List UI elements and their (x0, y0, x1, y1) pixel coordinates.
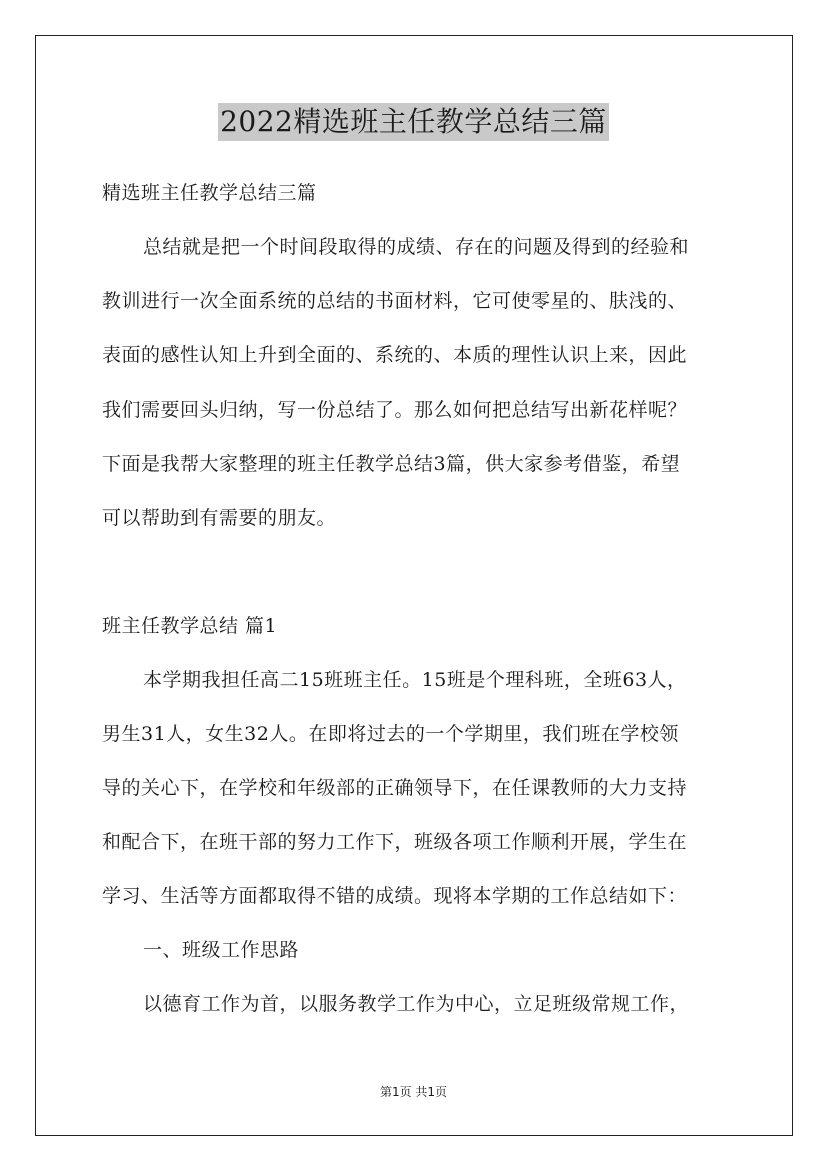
body-line: 本学期我担任高二15班班主任。15班是个理科班，全班63人， (143, 669, 687, 691)
document-subtitle: 精选班主任教学总结三篇 (102, 182, 317, 204)
intro-line: 表面的感性认知上升到全面的、系统的、本质的理性认识上来，因此 (102, 344, 688, 366)
intro-line: 可以帮助到有需要的朋友。 (102, 507, 337, 529)
page-footer: 第1页 共1页 (379, 1085, 448, 1099)
body-line: 男生31人，女生32人。在即将过去的一个学期里，我们班在学校领 (102, 723, 679, 745)
section-heading: 班主任教学总结 篇1 (102, 615, 278, 637)
body-line: 导的关心下，在学校和年级部的正确领导下，在任课教师的大力支持 (102, 777, 688, 799)
intro-line: 我们需要回头归纳，写一份总结了。那么如何把总结写出新花样呢？ (102, 399, 688, 421)
body-line: 和配合下，在班干部的努力工作下，班级各项工作顺利开展，学生在 (102, 831, 688, 853)
intro-line: 下面是我帮大家整理的班主任教学总结3篇，供大家参考借鉴，希望 (102, 453, 681, 475)
title-container (0, 103, 827, 141)
subheading: 一、班级工作思路 (143, 939, 300, 961)
intro-line: 总结就是把一个时间段取得的成绩、存在的问题及得到的经验和 (143, 236, 690, 258)
intro-line: 教训进行一次全面系统的总结的书面材料，它可使零星的、肤浅的、 (102, 290, 688, 312)
document-title: 2022精选班主任教学总结三篇 (218, 103, 609, 141)
body-line: 以德育工作为首，以服务教学工作为中心，立足班级常规工作， (143, 993, 690, 1015)
body-line: 学习、生活等方面都取得不错的成绩。现将本学期的工作总结如下： (102, 885, 688, 907)
